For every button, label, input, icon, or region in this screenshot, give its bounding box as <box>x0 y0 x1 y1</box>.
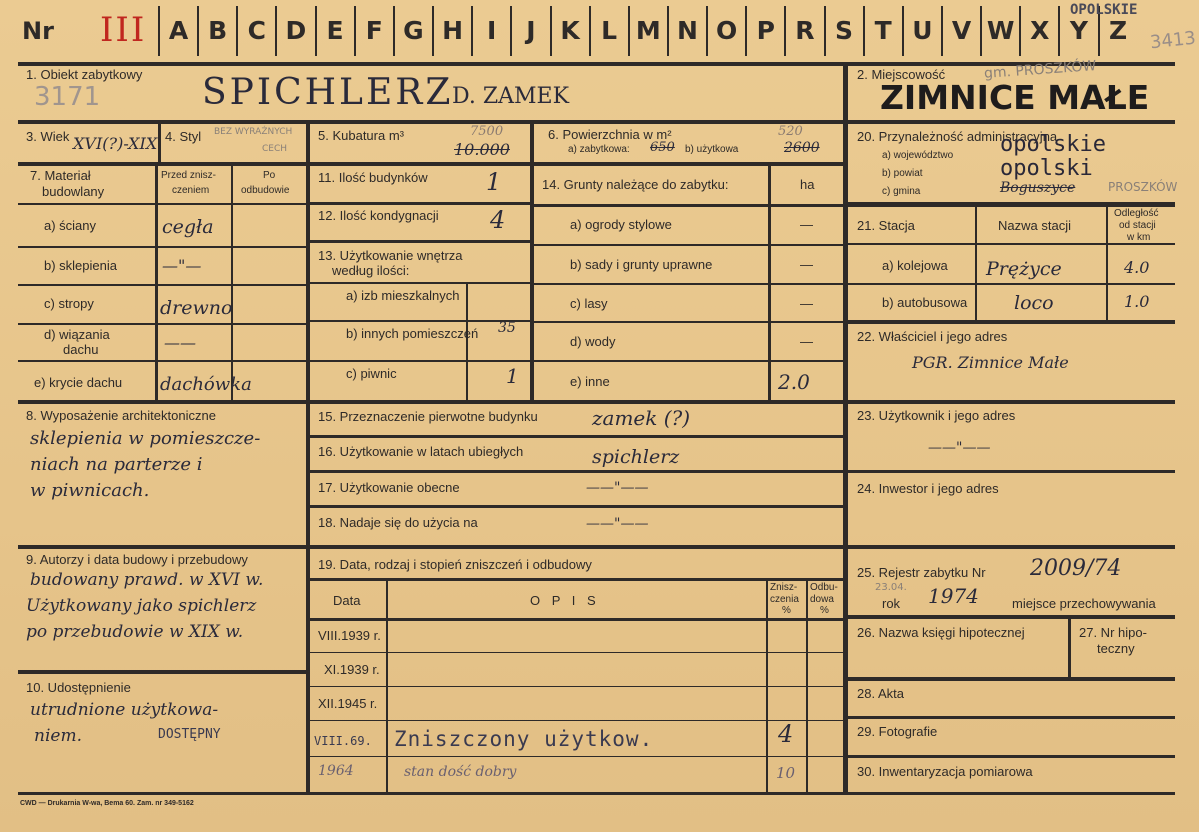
f1-pencil-number: 3171 <box>34 82 101 112</box>
f8-label: 8. Wyposażenie architektoniczne <box>26 408 216 423</box>
rule-f19-4 <box>308 756 845 757</box>
letter-x: X <box>1030 15 1050 45</box>
nr-value: III <box>100 10 147 50</box>
f6-a-value: 650 <box>650 140 675 155</box>
rule-f22 <box>845 400 1175 404</box>
rule-f20 <box>845 202 1175 207</box>
f19-col-rebuild-pct: % <box>820 605 829 616</box>
letter-d: D <box>285 15 307 45</box>
f8-line-2: niach na parterze i <box>30 454 203 475</box>
rule-f13-head <box>308 282 532 284</box>
f13-row-a: a) izb mieszkalnych <box>346 288 460 303</box>
f20-voivodeship-value: opolskie <box>1000 132 1106 157</box>
letter-separator <box>745 6 747 56</box>
letter-separator <box>550 6 552 56</box>
f4-value-2: CECH <box>262 144 288 154</box>
f19-row-5-destr: 10 <box>776 764 796 782</box>
rule-f7-3 <box>18 323 308 325</box>
f23-label: 23. Użytkownik i jego adres <box>857 408 1016 423</box>
letter-s: S <box>835 15 854 45</box>
f9-label: 9. Autorzy i data budowy i przebudowy <box>26 552 248 567</box>
f19-row-5-desc: stan dość dobry <box>404 764 517 780</box>
letter-separator <box>1019 6 1021 56</box>
f14-row-a-value: — <box>800 217 813 232</box>
div-f7-a <box>155 164 158 402</box>
rule-f14-1 <box>532 244 845 246</box>
div-f19-desc <box>766 580 768 795</box>
f19-col-date: Data <box>333 593 361 608</box>
f19-col-desc: O P I S <box>530 593 600 608</box>
f14-row-d: d) wody <box>570 334 616 349</box>
printer-footer: CWD — Drukarnia W-wa, Bema 60. Zam. nr 349-5162 <box>20 800 194 807</box>
f19-label: 19. Data, rodzaj i stopień zniszczeń i odbudowy <box>318 557 592 572</box>
f14-row-b: b) sady i grunty uprawne <box>570 257 713 272</box>
rule-f9 <box>18 545 308 549</box>
f8-line-1: sklepienia w pomieszcze- <box>30 428 261 449</box>
f7-row-roof-value: dachówka <box>160 374 252 395</box>
f4-value: BEZ WYRAŹNYCH <box>214 127 293 137</box>
rule-f2 <box>845 120 1175 124</box>
letter-separator <box>980 6 982 56</box>
rule-f1 <box>18 120 845 124</box>
f8-line-3: w piwnicach. <box>30 480 150 501</box>
letter-k: K <box>560 15 580 45</box>
letter-u: U <box>912 15 933 45</box>
f7-row-truss-value: —— <box>164 333 196 352</box>
f6-b-value: 2600 <box>784 140 820 156</box>
rule-f21-b <box>845 320 1175 324</box>
rule-f21-a <box>845 283 1175 285</box>
rule-bottom-left <box>18 792 845 795</box>
f7-row-walls-value: cegła <box>162 216 214 238</box>
f19-col-destr: Znisz- <box>770 582 798 593</box>
f21-rail-name: Prężyce <box>986 258 1062 280</box>
f19-row-2-date: XI.1939 r. <box>324 662 380 677</box>
f24-label: 24. Inwestor i jego adres <box>857 481 999 496</box>
rule-f3 <box>18 162 845 166</box>
letter-separator <box>275 6 277 56</box>
letter-separator <box>824 6 826 56</box>
f15-label: 15. Przeznaczenie pierwotne budynku <box>318 409 538 424</box>
f21-bus-name: loco <box>1014 292 1054 314</box>
f1-object-sub: D. ZAMEK <box>452 84 570 109</box>
f11-value: 1 <box>486 168 502 196</box>
letter-separator <box>354 6 356 56</box>
f7-row-vaults: b) sklepienia <box>44 258 117 273</box>
f20-commune: c) gmina <box>882 186 921 197</box>
rule-f26 <box>845 677 1175 681</box>
rule-f13b <box>308 360 532 362</box>
f10-label: 10. Udostępnienie <box>26 680 131 695</box>
f10-line-1: utrudnione użytkowa- <box>30 700 219 720</box>
f15-value: zamek (?) <box>592 406 691 430</box>
letter-separator <box>628 6 630 56</box>
f13-label: 13. Użytkowanie wnętrza <box>318 248 463 263</box>
div-f13 <box>466 282 468 402</box>
f14-row-e-value: 2.0 <box>778 370 810 394</box>
rule-f10 <box>18 670 308 674</box>
f21-col-dist-3: w km <box>1127 232 1151 243</box>
f19-row-3-date: XII.1945 r. <box>318 696 378 711</box>
letter-t: T <box>874 15 892 45</box>
letter-i: I <box>487 15 497 45</box>
f25-label: 25. Rejestr zabytku Nr <box>857 565 986 580</box>
letter-m: M <box>635 15 661 45</box>
rule-f23 <box>845 470 1175 473</box>
f17-label: 17. Użytkowanie obecne <box>318 480 460 495</box>
f7-col-before: Przed znisz- <box>161 170 217 181</box>
f7-row-walls: a) ściany <box>44 218 97 233</box>
letter-separator <box>393 6 395 56</box>
f5-value: 10.000 <box>454 140 510 159</box>
f7-label: 7. Materiał <box>30 168 91 183</box>
nr-label: Nr <box>22 17 54 45</box>
letter-separator <box>1058 6 1060 56</box>
f21-col-name: Nazwa stacji <box>998 218 1071 233</box>
rule-f11 <box>308 202 532 205</box>
f21-bus-dist: 1.0 <box>1124 292 1150 311</box>
f25-year-label: rok <box>882 596 901 611</box>
rule-f14-head <box>532 204 845 207</box>
f7-col-after: Po <box>263 170 276 181</box>
f21-bus: b) autobusowa <box>882 295 968 310</box>
rule-f7-head <box>18 203 308 205</box>
letter-separator <box>902 6 904 56</box>
rule-f21-head <box>845 243 1175 245</box>
corner-code: 3413 <box>1149 27 1197 54</box>
letter-f: F <box>365 15 383 45</box>
rule-f17 <box>308 505 845 508</box>
f10-line-2: niem. <box>34 726 82 746</box>
f7-row-ceilings-value: drewno <box>160 297 233 319</box>
rule-f15 <box>308 435 845 438</box>
letter-separator <box>667 6 669 56</box>
f21-col-dist-2: od stacji <box>1119 220 1156 231</box>
f1-label: 1. Obiekt zabytkowy <box>26 67 143 82</box>
f20-commune-value: Boguszyce <box>1000 180 1076 196</box>
div-f21-b <box>1106 205 1108 322</box>
rule-f24 <box>845 545 1175 549</box>
rule-f25 <box>845 615 1175 619</box>
letter-separator <box>863 6 865 56</box>
f18-value: ——"—— <box>586 516 649 532</box>
f14-row-c-value: — <box>800 296 813 311</box>
f7-row-truss-2: dachu <box>63 342 99 357</box>
rule-f19-1 <box>308 652 845 653</box>
rule-f7-4 <box>18 360 308 362</box>
f12-label: 12. Ilość kondygnacji <box>318 208 439 223</box>
f6-b-new: 520 <box>778 124 803 139</box>
div-f26-27 <box>1068 617 1071 679</box>
f27-label: 27. Nr hipo- <box>1079 625 1147 640</box>
letter-w: W <box>986 15 1015 45</box>
f9-line-1: budowany prawd. w XVI w. <box>30 570 264 590</box>
f20-commune-pencil: PROSZKÓW <box>1108 180 1178 194</box>
region-stamp: OPOLSKIE <box>1070 2 1138 18</box>
f7-row-ceilings: c) stropy <box>44 296 94 311</box>
f11-label: 11. Ilość budynków <box>318 170 428 185</box>
f19-col-rebuild-2: dowa <box>810 594 834 605</box>
letter-separator <box>315 6 317 56</box>
f21-label: 21. Stacja <box>857 218 915 233</box>
f14-row-a: a) ogrody stylowe <box>570 217 672 232</box>
f30-label: 30. Inwentaryzacja pomiarowa <box>857 764 1033 779</box>
f19-col-rebuild: Odbu- <box>810 582 838 593</box>
f19-col-destr-pct: % <box>782 605 791 616</box>
f25-register-number: 2009/74 <box>1030 556 1122 581</box>
f2-label: 2. Miejscowość <box>857 67 946 82</box>
rule-f12 <box>308 240 532 243</box>
f14-row-d-value: — <box>800 334 813 349</box>
letter-separator <box>236 6 238 56</box>
f21-col-dist: Odległość <box>1114 208 1159 219</box>
f3-label: 3. Wiek <box>26 129 70 144</box>
rule-f19-head <box>308 618 845 621</box>
f1-object-name: SPICHLERZ <box>202 72 454 113</box>
rule-f14-3 <box>532 321 845 323</box>
f14-row-c: c) lasy <box>570 296 608 311</box>
f20-voivodeship: a) województwo <box>882 150 954 161</box>
letter-y: Y <box>1069 15 1088 45</box>
rule-f7-1 <box>18 246 308 248</box>
f16-value: spichlerz <box>592 446 680 468</box>
f22-label: 22. Właściciel i jego adres <box>857 329 1008 344</box>
f7-row-roof: e) krycie dachu <box>34 375 123 390</box>
left-column-divider <box>306 122 310 795</box>
div-f21-a <box>975 205 977 322</box>
f13-row-c: c) piwnic <box>346 366 397 381</box>
letter-separator <box>471 6 473 56</box>
f28-label: 28. Akta <box>857 686 904 701</box>
f21-rail-dist: 4.0 <box>1124 258 1150 277</box>
f16-label: 16. Użytkowanie w latach ubiegłych <box>318 444 524 459</box>
f21-rail: a) kolejowa <box>882 258 948 273</box>
div-f19-date <box>386 580 388 795</box>
rule-f8 <box>18 400 845 404</box>
f13-b-value: 35 <box>498 320 516 336</box>
letter-p: P <box>756 15 775 45</box>
f6-sub-a: a) zabytkowa: <box>568 144 630 155</box>
letter-separator <box>589 6 591 56</box>
f14-unit: ha <box>800 177 815 192</box>
f19-row-5-date: 1964 <box>318 763 354 779</box>
f19-row-4-date: VIII.69. <box>314 734 372 748</box>
letter-separator <box>941 6 943 56</box>
f20-district-value: opolski <box>1000 156 1093 181</box>
rule-f7-2 <box>18 284 308 286</box>
rule-f19-3 <box>308 720 845 721</box>
f19-row-4-destr: 4 <box>778 720 794 748</box>
f7-col-after-2: odbudowie <box>241 185 290 196</box>
f17-value: ——"—— <box>586 480 649 496</box>
rule-f16 <box>308 470 845 473</box>
letter-h: H <box>442 15 464 45</box>
f14-row-e: e) inne <box>570 374 610 389</box>
letter-separator <box>784 6 786 56</box>
f19-row-1-date: VIII.1939 r. <box>318 628 381 643</box>
div-f3-f4 <box>158 122 161 164</box>
f14-label: 14. Grunty należące do zabytku: <box>542 177 729 192</box>
f2-pencil: gm. PROSZKÓW <box>983 58 1097 82</box>
letter-n: N <box>676 15 698 45</box>
letter-separator <box>158 6 160 56</box>
f12-value: 4 <box>490 206 506 234</box>
f14-row-b-value: — <box>800 257 813 272</box>
f25-date: 23.04. <box>875 582 907 593</box>
f6-label: 6. Powierzchnia w m² <box>548 127 672 142</box>
f19-row-4-desc: Zniszczony użytkow. <box>394 727 654 751</box>
f27-label-2: teczny <box>1097 641 1135 656</box>
f4-label: 4. Styl <box>165 129 202 144</box>
rule-f19-2 <box>308 686 845 687</box>
letter-v: V <box>951 15 972 45</box>
letter-a: A <box>168 15 189 45</box>
f23-value: ——"—— <box>928 440 991 456</box>
letter-c: C <box>247 15 266 45</box>
rule-f30 <box>845 792 1175 795</box>
letter-g: G <box>403 15 424 45</box>
rule-f29 <box>845 755 1175 758</box>
f19-col-destr-2: czenia <box>770 594 799 605</box>
f10-stamp: DOSTĘPNY <box>158 727 221 742</box>
f5-label: 5. Kubatura m³ <box>318 128 404 143</box>
letter-j: J <box>526 15 536 45</box>
f3-value: XVI(?)-XIX <box>73 134 158 153</box>
f20-district: b) powiat <box>882 168 923 179</box>
f22-value: PGR. Zimnice Małe <box>912 353 1069 372</box>
rule-f14-2 <box>532 283 845 285</box>
f7-col-before-2: czeniem <box>172 185 210 196</box>
f13-row-b: b) innych pomieszczeń <box>346 326 479 341</box>
f9-line-2: Użytkowany jako spichlerz <box>26 596 257 616</box>
rule-f14-4 <box>532 360 845 362</box>
letter-e: E <box>326 15 344 45</box>
f13-c-value: 1 <box>506 364 519 388</box>
f18-label: 18. Nadaje się do użycia na <box>318 515 478 530</box>
letter-b: B <box>208 15 228 45</box>
letter-separator <box>197 6 199 56</box>
letter-r: R <box>795 15 815 45</box>
f26-label: 26. Nazwa księgi hipotecznej <box>857 625 1025 640</box>
letter-z: Z <box>1109 15 1128 45</box>
letter-separator <box>706 6 708 56</box>
rule-f28 <box>845 716 1175 719</box>
div-f19-destr <box>806 580 808 795</box>
rule-f19-a <box>308 578 845 581</box>
f20-label: 20. Przynależność administracyjna <box>857 129 1058 144</box>
f5-old-value: 7500 <box>470 124 504 139</box>
letter-o: O <box>715 15 738 45</box>
letter-l: L <box>601 15 618 45</box>
f13-label-2: według ilości: <box>332 263 410 278</box>
letter-separator <box>432 6 434 56</box>
f7-row-truss: d) wiązania <box>44 327 110 342</box>
f6-sub-b: b) użytkowa <box>685 144 739 155</box>
div-f7-b <box>231 164 233 402</box>
f7-label-2: budowlany <box>42 184 105 199</box>
f29-label: 29. Fotografie <box>857 724 938 739</box>
f25-place-label: miejsce przechowywania <box>1012 596 1156 611</box>
f9-line-3: po przebudowie w XIX w. <box>26 622 244 642</box>
f7-row-vaults-value: —"— <box>162 256 202 275</box>
letter-separator <box>510 6 512 56</box>
f2-place-name: ZIMNICE MAŁE <box>880 78 1150 117</box>
rule-f18 <box>308 545 845 549</box>
f25-year: 1974 <box>928 584 979 608</box>
